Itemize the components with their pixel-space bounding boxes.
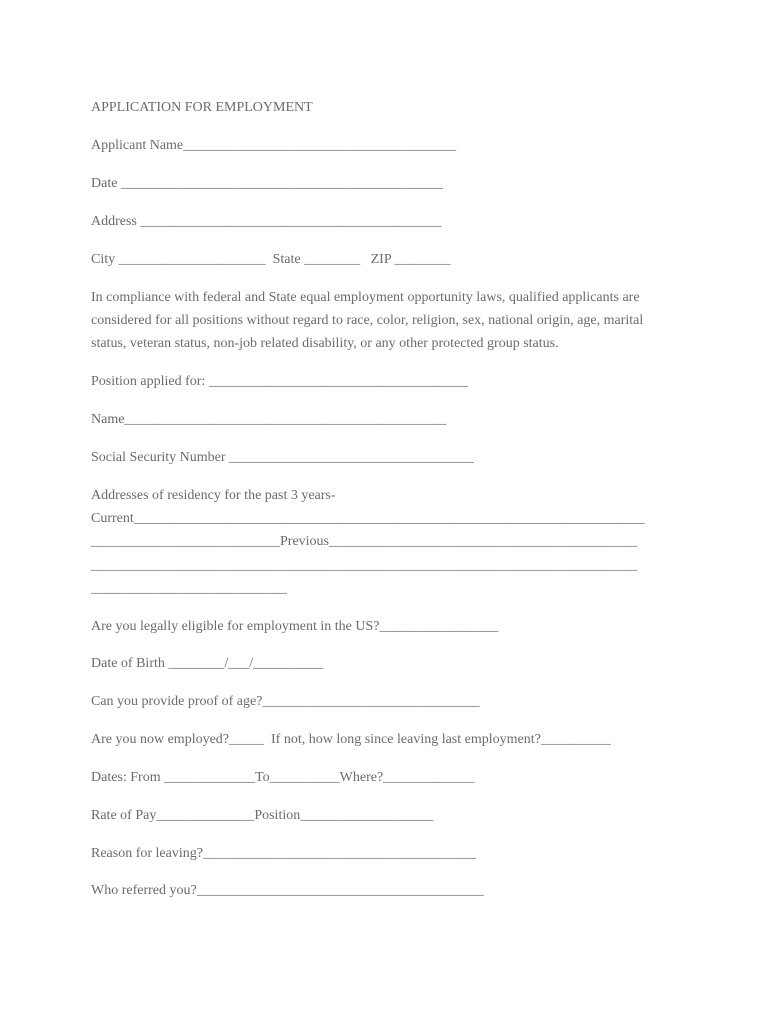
now-employed-field[interactable]: Are you now employed?_____ If not, how long since leaving last employment?__________ (91, 732, 611, 747)
current-address-field[interactable]: Current_________________________________________________________________________ (91, 511, 645, 526)
residency-heading: Addresses of residency for the past 3 years- (91, 488, 336, 503)
referred-by-field[interactable]: Who referred you?_________________________________________ (91, 883, 484, 898)
form-title: APPLICATION FOR EMPLOYMENT (91, 100, 313, 115)
city-state-zip-field[interactable]: City _____________________ State ________ ZIP ________ (91, 252, 451, 267)
residency-line-3[interactable]: ______________________________________________________________________________ (91, 558, 637, 573)
applicant-name-field[interactable]: Applicant Name_______________________________________ (91, 138, 457, 153)
rate-of-pay-field[interactable]: Rate of Pay______________Position___________________ (91, 808, 434, 823)
residency-line-4[interactable]: ____________________________ (91, 581, 287, 596)
address-field[interactable]: Address ___________________________________________ (91, 214, 442, 229)
employment-dates-field[interactable]: Dates: From _____________To__________Where?_____________ (91, 770, 475, 785)
proof-of-age-field[interactable]: Can you provide proof of age?_______________________________ (91, 694, 480, 709)
date-field[interactable]: Date ______________________________________________ (91, 176, 443, 191)
legally-eligible-field[interactable]: Are you legally eligible for employment in the US?_________________ (91, 619, 499, 634)
ssn-field[interactable]: Social Security Number ___________________________________ (91, 450, 475, 465)
position-applied-field[interactable]: Position applied for: _____________________________________ (91, 374, 468, 389)
eeo-statement: In compliance with federal and State equal employment opportunity laws, qualified applicants are considered for all positions without regard to race, color, religion, sex, national origin, age, marital status, veteran status, non-job related disability, or any other protected group status. (91, 290, 644, 351)
reason-leaving-field[interactable]: Reason for leaving?_______________________________________ (91, 846, 476, 861)
date-of-birth-field[interactable]: Date of Birth ________/___/__________ (91, 656, 324, 671)
name-field[interactable]: Name______________________________________________ (91, 412, 447, 427)
previous-address-field[interactable]: ___________________________Previous____________________________________________ (91, 534, 637, 549)
